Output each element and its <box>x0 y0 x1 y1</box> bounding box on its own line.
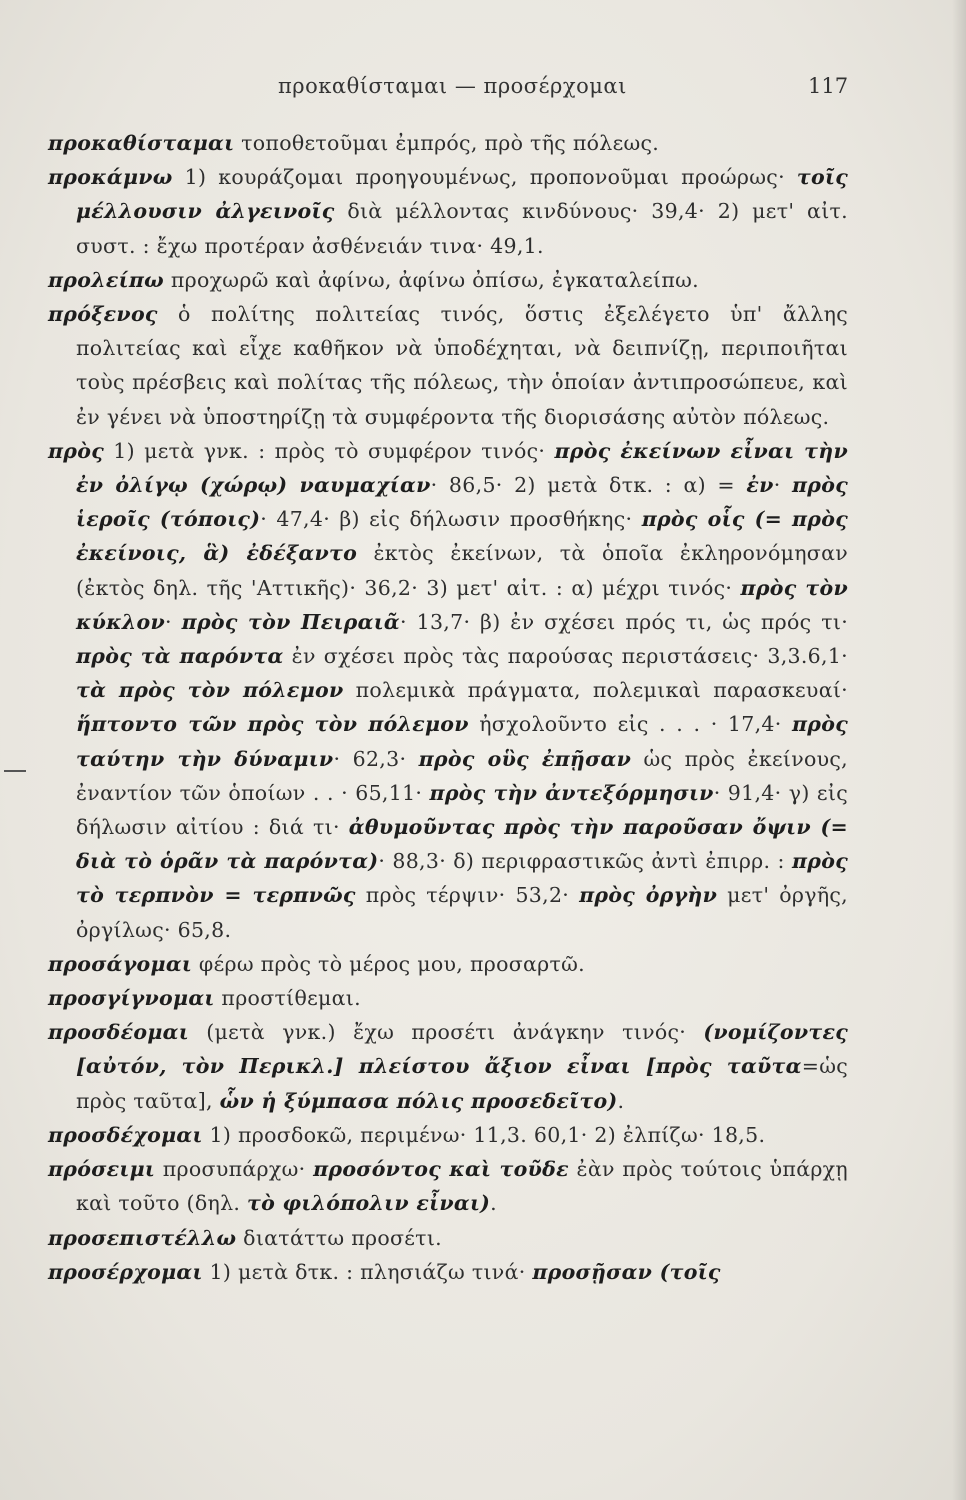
dictionary-entry <box>48 947 848 981</box>
definition-text: · 91,4· γ) εἰς δήλωσιν αἰτίου : διά τι· <box>76 780 848 840</box>
dictionary-entry <box>48 297 848 434</box>
definition-text: · 88,3· δ) περιφραστικῶς ἀντὶ ἐπιρρ. : <box>378 849 792 874</box>
definition-text: . <box>490 1191 497 1216</box>
definition-text: πολεμικὰ πράγματα, πολεμικαὶ παρασκευαί· <box>343 678 848 703</box>
entry-headword: προσέρχομαι <box>48 1259 203 1284</box>
quoted-phrase: τὰ πρὸς τὸν πόλεμον <box>76 678 344 703</box>
quoted-phrase: ὧν ἡ ξύμπασα πόλις προσεδεῖτο) <box>219 1088 618 1113</box>
definition-text: προχωρῶ καὶ ἀφίνω, ἀφίνω ὀπίσω, ἐγκαταλείπω. <box>164 267 699 292</box>
quoted-phrase: (νομίζοντες [αὐτόν, τὸν Περικλ.] πλείστου ἄξιον εἶναι [πρὸς ταῦτα <box>76 1020 848 1079</box>
definition-text: · 62,3· <box>333 746 419 771</box>
dictionary-entry <box>48 1255 848 1289</box>
definition-text: =ὡς πρὸς ταῦτα], <box>76 1054 848 1113</box>
quoted-phrase: τοῖς μέλλουσιν ἀλγεινοῖς <box>76 165 848 224</box>
definition-text: · 47,4· β) εἰς δήλωσιν προσθήκης· <box>260 507 642 532</box>
quoted-phrase: πρὸς τὴν ἀντεξόρμησιν <box>429 780 714 805</box>
quoted-phrase: ἥπτοντο τῶν πρὸς τὸν πόλεμον <box>76 712 469 737</box>
dictionary-entry <box>48 1152 848 1220</box>
quoted-phrase: ἀθυμοῦντας πρὸς τὴν παροῦσαν ὄψιν (= διὰ τὸ ὁρᾶν τὰ παρόντα) <box>76 815 848 874</box>
dictionary-entry <box>48 981 848 1015</box>
entry-headword: πρόσειμι <box>48 1157 156 1182</box>
page-number: 117 <box>808 74 849 98</box>
entry-headword: προκάμνω <box>48 165 173 190</box>
dictionary-entry <box>48 126 848 160</box>
quoted-phrase: ἐν <box>746 473 774 498</box>
quoted-phrase: προσῇσαν (τοῖς <box>532 1259 721 1284</box>
definition-text: τοποθετοῦμαι ἐμπρός, πρὸ τῆς πόλεως. <box>234 131 660 155</box>
dictionary-entry <box>48 263 848 297</box>
quoted-phrase: πρὸς τὸ τερπνὸν = τερπνῶς <box>76 849 848 908</box>
entry-headword: πρὸς <box>48 438 104 463</box>
definition-text: ἐκτὸς ἐκείνων, τὰ ὁποῖα ἐκληρονόμησαν (ἐκτὸς δηλ. τῆς 'Αττικῆς)· 36,2· 3) μετ' αἰτ. : α) μέχρι τινός· <box>76 541 848 600</box>
definition-text: διατάττω προσέτι. <box>236 1225 442 1250</box>
dictionary-entry <box>48 1015 848 1118</box>
entry-headword: προσδέομαι <box>48 1020 189 1045</box>
definition-text: · <box>165 609 182 634</box>
definition-text: διὰ μέλλοντας κινδύνους· 39,4· 2) μετ' αἰτ. συστ. : ἔχω προτέραν ἀσθένειάν τινα· 49,1. <box>76 199 848 258</box>
quoted-phrase: πρὸς οὓς ἐπῇσαν <box>418 746 632 771</box>
definition-text: . <box>617 1088 625 1113</box>
quoted-phrase: πρὸς ὀργὴν <box>579 883 718 908</box>
definition-text: · 86,5· 2) μετὰ δτκ. : α) = <box>430 473 747 498</box>
definition-text: ἠσχολοῦντο εἰς . . . · 17,4· <box>468 712 792 737</box>
quoted-phrase: πρὸς ἱεροῖς (τόποις) <box>76 473 848 532</box>
quoted-phrase: πρὸς οἷς (= πρὸς ἐκείνοις, ἃ) ἐδέξαντο <box>76 507 848 566</box>
definition-text: 1) μετὰ γνκ. : πρὸς τὸ συμφέρον τινός· <box>104 438 555 463</box>
entry-headword: προσδέχομαι <box>48 1122 203 1147</box>
definition-text: μετ' ὀργῆς, ὀργίλως· 65,8. <box>76 883 848 942</box>
quoted-phrase: πρὸς ταύτην τὴν δύναμιν <box>76 712 848 771</box>
quoted-phrase: πρὸς τὰ παρόντα <box>76 644 284 669</box>
dictionary-entries <box>48 126 848 1289</box>
definition-text: · 13,7· β) ἐν σχέσει πρός τι, ὡς πρός τι· <box>400 609 849 634</box>
definition-text: προστίθεμαι. <box>214 986 361 1011</box>
entry-headword: προσγίγνομαι <box>48 986 215 1011</box>
page-edge-shadow <box>952 0 966 1500</box>
dictionary-entry <box>48 1221 848 1255</box>
entry-headword: προκαθίσταμαι <box>48 131 235 155</box>
definition-text: 1) προσδοκῶ, περιμένω· 11,3. 60,1· 2) ἐλπίζω· 18,5. <box>202 1122 766 1147</box>
definition-text: ἐὰν πρὸς τούτοις ὑπάρχῃ καὶ τοῦτο (δηλ. <box>76 1157 848 1216</box>
quoted-phrase: πρὸς ἐκείνων εἶναι τὴν ἐν ὀλίγῳ (χώρῳ) ναυμαχίαν <box>76 438 849 498</box>
quoted-phrase: πρὸς τὸν κύκλον <box>76 575 848 634</box>
definition-text: πρὸς τέρψιν· 53,2· <box>355 883 580 908</box>
definition-text: 1) μετὰ δτκ. : πλησιάζω τινά· <box>202 1259 533 1284</box>
entry-headword: πρόξενος <box>48 302 158 327</box>
definition-text: ὡς πρὸς ἐκείνους, ἐναντίον τῶν ὁποίων . . · 65,11· <box>76 746 848 805</box>
quoted-phrase: τὸ φιλόπολιν εἶναι) <box>247 1191 491 1216</box>
dictionary-entry <box>48 434 848 947</box>
running-head: προκαθίσταμαι — προσέρχομαι <box>278 74 627 98</box>
definition-text: φέρω πρὸς τὸ μέρος μου, προσαρτῶ. <box>192 951 585 976</box>
margin-mark <box>4 770 26 772</box>
entry-headword: προλείπω <box>48 267 164 292</box>
page-header <box>0 74 966 108</box>
definition-text: προσυπάρχω· <box>155 1157 314 1182</box>
dictionary-entry <box>48 1118 848 1152</box>
dictionary-entry <box>48 160 848 263</box>
definition-text: ὁ πολίτης πολιτείας τινός, ὅστις ἐξελέγετο ὑπ' ἄλλης πολιτείας καὶ εἶχε καθῆκον νὰ ὑποδέχηται, νὰ δειπνίζῃ, περιποιῆται τοὺς πρέσβεις καὶ πολίτας τῆς πόλεως, τὴν ὁποίαν ἀντιπροσώπευε, καὶ ἐν γένει νὰ ὑποστηρίζῃ τὰ συμφέροντα τῆς διορισάσης αὐτὸν πόλεως. <box>76 302 848 429</box>
quoted-phrase: πρὸς τὸν Πειραιᾶ <box>181 609 400 634</box>
quoted-phrase: προσόντος καὶ τοῦδε <box>313 1157 569 1182</box>
entry-headword: προσάγομαι <box>48 951 193 976</box>
definition-text: (μετὰ γνκ.) ἔχω προσέτι ἀνάγκην τινός· <box>188 1020 704 1045</box>
definition-text: 1) κουράζομαι προηγουμένως, προπονοῦμαι προώρως· <box>172 165 797 190</box>
definition-text: · <box>773 473 792 498</box>
entry-headword: προσεπιστέλλω <box>48 1225 237 1250</box>
definition-text: ἐν σχέσει πρὸς τὰς παρούσας περιστάσεις· 3,3.6,1· <box>283 644 848 669</box>
